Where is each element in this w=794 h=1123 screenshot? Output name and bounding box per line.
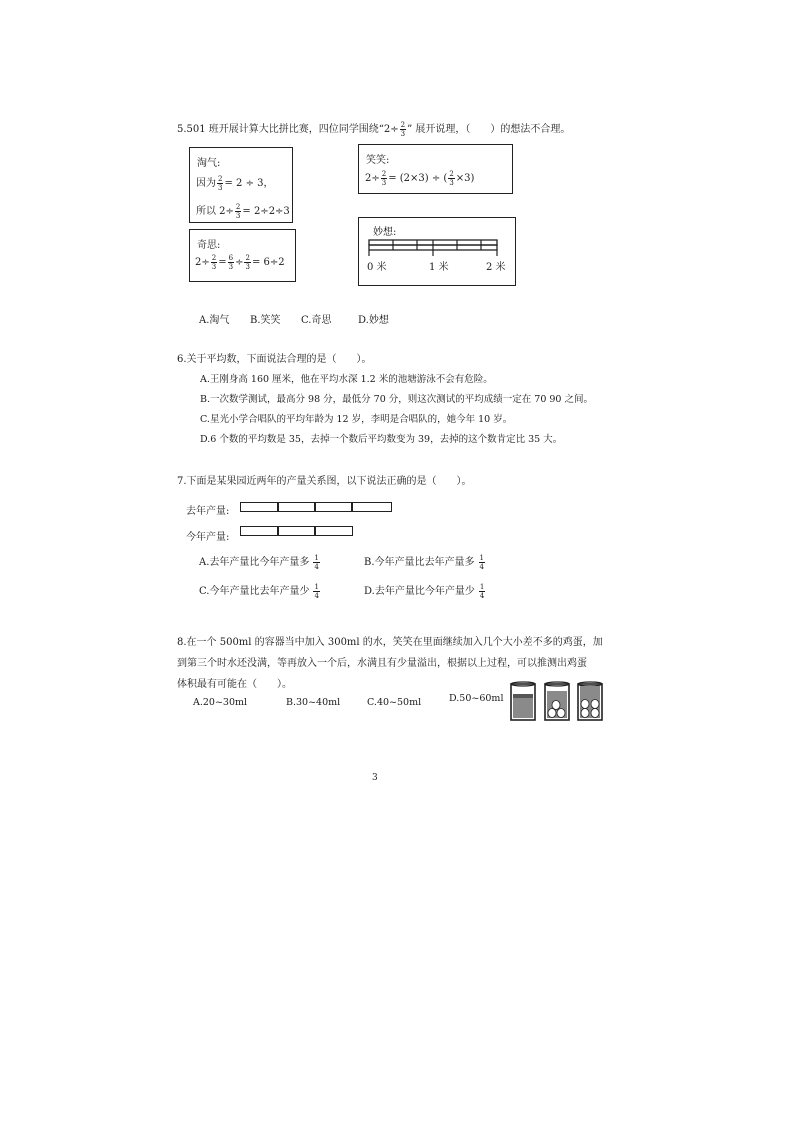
- tick-label-2: 2 米: [486, 262, 506, 273]
- egg: [581, 709, 589, 718]
- q8-option-d[interactable]: D.50~60ml: [449, 693, 504, 704]
- q5-option-a[interactable]: A.淘气: [199, 315, 230, 326]
- beaker-3: [578, 682, 602, 720]
- q8-stem-line1: 8.在一个 500ml 的容器当中加入 300ml 的水，笑笑在里面继续加入几个大小差不多的鸡蛋，加: [177, 637, 603, 648]
- q6-stem: 6.关于平均数，下面说法合理的是（ ）。: [177, 354, 372, 365]
- beakers-illustration: [508, 680, 608, 725]
- beaker-1: [511, 682, 535, 720]
- q8-option-c[interactable]: C.40~50ml: [367, 697, 422, 708]
- last-year-label: 去年产量:: [186, 506, 230, 517]
- last-year-segment: [277, 502, 316, 512]
- q5-option-b[interactable]: B.笑笑: [250, 315, 281, 326]
- last-year-segment: [351, 502, 392, 512]
- egg: [591, 709, 599, 718]
- tick-label-1: 1 米: [429, 262, 449, 273]
- this-year-segment: [277, 526, 316, 536]
- qisi-name: 奇思:: [197, 240, 221, 251]
- qisi-box: [189, 229, 296, 282]
- this-year-label: 今年产量:: [186, 532, 230, 543]
- xiaoxiao-line: 2÷ $\frac{2}{3}$ = (2×3) ÷ ( $\frac{2}{3}$ ×3): [365, 170, 475, 187]
- taoqi-box: [189, 147, 293, 223]
- fraction: $\frac{2}{3}$: [400, 121, 406, 138]
- this-year-segment: [314, 526, 353, 536]
- egg: [557, 709, 565, 718]
- q6-option-b[interactable]: B.一次数学测试，最高分 98 分，最低分 70 分，则这次测试的平均成绩一定在 70 90 之间。: [200, 394, 593, 405]
- taoqi-line2: 所以 2÷ $\frac{2}{3}$ = 2÷2÷3: [196, 203, 290, 220]
- q7-option-d[interactable]: D.去年产量比今年产量少 $\frac{1}{4}$: [364, 583, 485, 600]
- tick-label-0: 0 米: [367, 262, 387, 273]
- xiaoxiao-box: [358, 144, 513, 194]
- page-number: 3: [372, 773, 378, 783]
- egg: [552, 701, 560, 710]
- miaoxiang-box: [358, 217, 516, 286]
- q7-option-c[interactable]: C.今年产量比去年产量少 $\frac{1}{4}$: [199, 583, 319, 600]
- taoqi-name: 淘气:: [197, 158, 221, 169]
- xiaoxiao-name: 笑笑:: [366, 155, 390, 166]
- this-year-segment: [240, 526, 279, 536]
- q5-option-c[interactable]: C.奇思: [301, 315, 332, 326]
- q8-stem-line3: 体积最有可能在（ ）。: [177, 679, 292, 690]
- egg: [548, 709, 556, 718]
- q6-option-d[interactable]: D.6 个数的平均数是 35，去掉一个数后平均数变为 39，去掉的这个数肯定比 35 大。: [200, 434, 563, 445]
- q8-stem-line2: 到第三个时水还没满，等再放入一个后，水满且有少量溢出，根据以上过程，可以推测出鸡蛋: [177, 658, 587, 669]
- q6-option-c[interactable]: C.星光小学合唱队的平均年龄为 12 岁，李明是合唱队的，她今年 10 岁。: [200, 414, 513, 425]
- q7-stem: 7.下面是某果园近两年的产量关系图，以下说法正确的是（ ）。: [177, 476, 472, 487]
- qisi-line: 2÷ $\frac{2}{3}$ = $\frac{6}{3}$ ÷ $\frac{2}{3}$ = 6÷2: [195, 254, 285, 271]
- q7-option-b[interactable]: B.今年产量比去年产量多 $\frac{1}{4}$: [364, 554, 484, 571]
- last-year-segment: [240, 502, 279, 512]
- egg: [591, 700, 599, 709]
- miaoxiang-name: 妙想:: [373, 227, 397, 238]
- q5-option-d[interactable]: D.妙想: [358, 315, 389, 326]
- q5-stem: 5.501 班开展计算大比拼比赛，四位同学围绕“2÷ $\frac{2}{3}$ ” 展开说理，（ ）的想法不合理。: [177, 121, 571, 138]
- q8-option-a[interactable]: A.20~30ml: [193, 697, 248, 708]
- q7-option-a[interactable]: A.去年产量比今年产量多 $\frac{1}{4}$: [199, 554, 319, 571]
- taoqi-line1: 因为 $\frac{2}{3}$ = 2 ÷ 3，: [196, 175, 274, 192]
- q6-option-a[interactable]: A.王刚身高 160 厘米，他在平均水深 1.2 米的池塘游泳不会有危险。: [200, 374, 493, 385]
- egg: [581, 700, 589, 709]
- q8-option-b[interactable]: B.30~40ml: [286, 697, 341, 708]
- last-year-segment: [314, 502, 353, 512]
- beaker-2: [545, 682, 569, 720]
